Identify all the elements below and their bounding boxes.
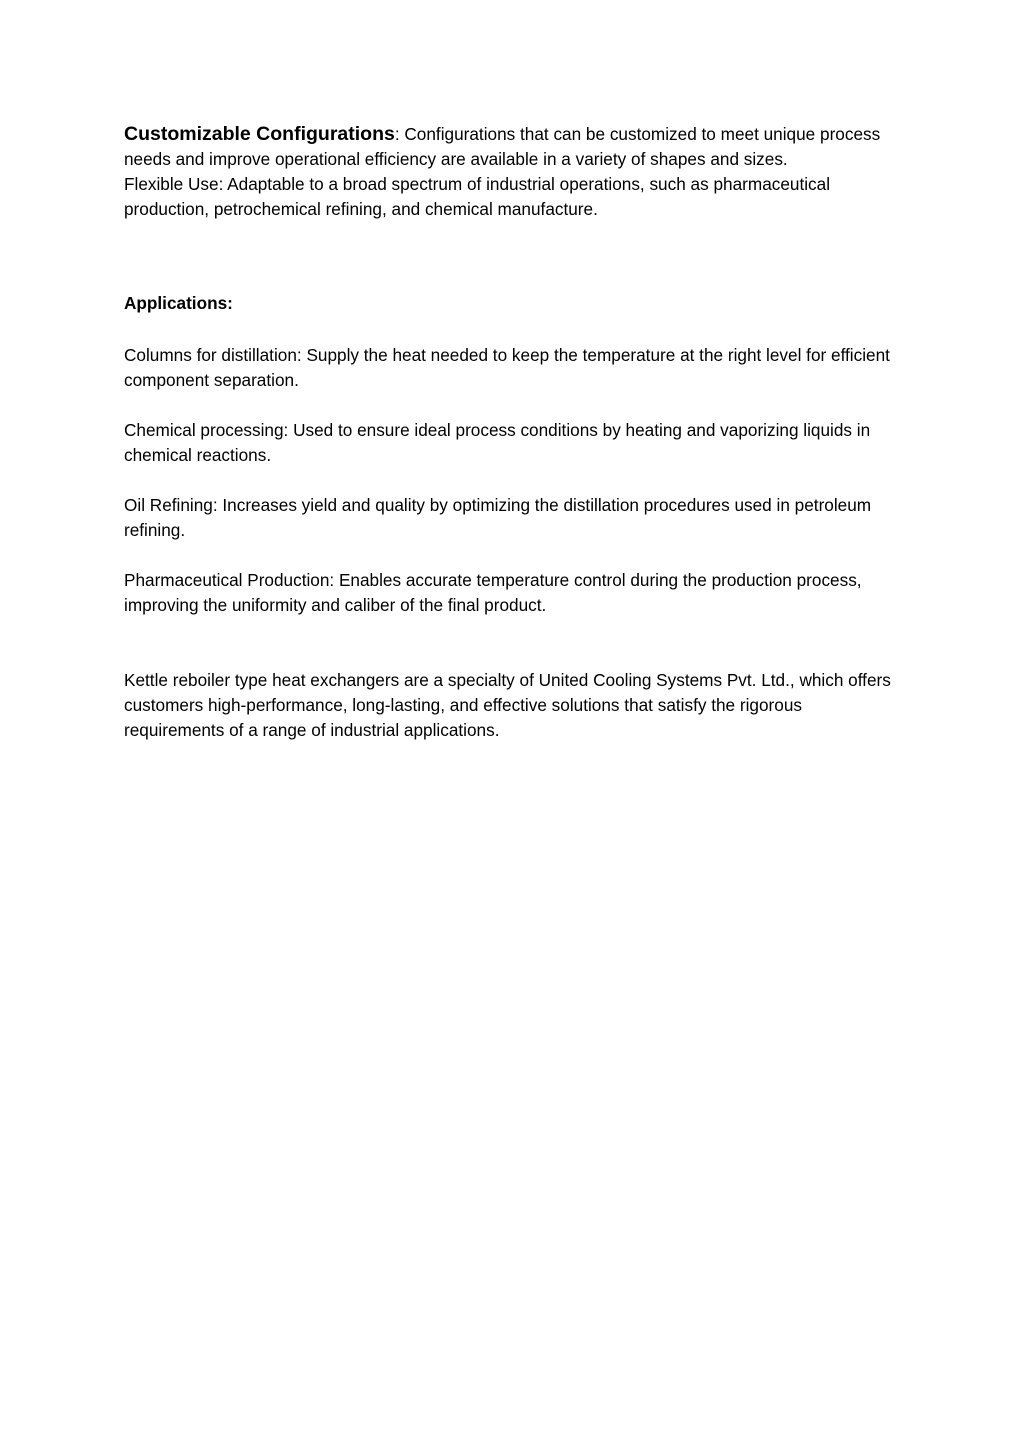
spacer	[124, 618, 904, 668]
configurations-paragraph	[124, 122, 904, 172]
spacer	[124, 393, 904, 418]
flexible-use-paragraph: Flexible Use: Adaptable to a broad spectrum of industrial operations, such as pharmaceutical production, petrochemical refining, and chemical manufacture.	[124, 174, 831, 219]
spacer	[124, 468, 904, 493]
application-item-pharmaceutical: Pharmaceutical Production: Enables accurate temperature control during the production process, improving the uniformity and caliber of the final product.	[124, 570, 862, 615]
applications-heading: Applications:	[124, 293, 233, 313]
spacer	[124, 316, 904, 343]
configurations-term: Customizable Configurations	[124, 123, 395, 145]
application-item-oil-refining: Oil Refining: Increases yield and quality by optimizing the distillation procedures used in petroleum refining.	[124, 495, 872, 540]
closing-paragraph: Kettle reboiler type heat exchangers are a specialty of United Cooling Systems Pvt. Ltd., which offers customers high-performance, long-lasting, and effective solutions that satisfy the rigorous requirements of a range of industrial applications.	[124, 670, 891, 740]
document-page	[124, 122, 904, 743]
application-item-chemical-processing: Chemical processing: Used to ensure ideal process conditions by heating and vaporizing liquids in chemical reactions.	[124, 420, 871, 465]
spacer	[124, 543, 904, 568]
spacer	[124, 222, 904, 291]
application-item-distillation: Columns for distillation: Supply the heat needed to keep the temperature at the right level for efficient component separation.	[124, 345, 890, 390]
configurations-description: : Configurations that can be customized to meet unique process needs and improve operational efficiency are available in a variety of shapes and sizes.	[124, 124, 881, 169]
